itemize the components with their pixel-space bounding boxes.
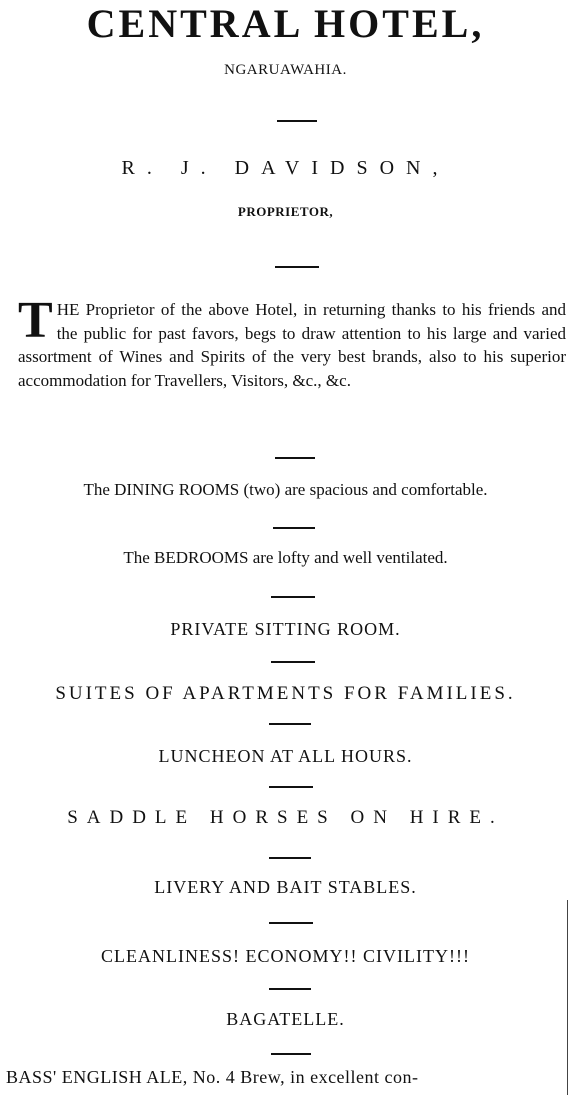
motto-line: CLEANLINESS! ECONOMY!! CIVILITY!!! [101, 946, 470, 966]
divider-rule [271, 661, 315, 663]
divider-rule [269, 723, 311, 725]
suites-line: SUITES OF APARTMENTS FOR FAMILIES. [55, 683, 516, 704]
divider-rule [271, 1053, 311, 1055]
hotel-location: NGARUAWAHIA. [224, 62, 347, 78]
drop-cap: T [18, 292, 53, 349]
column-rule [567, 900, 568, 1095]
saddle-horses-line: SADDLE HORSES ON HIRE. [67, 807, 504, 828]
bagatelle-line: BAGATELLE. [226, 1009, 345, 1029]
divider-rule [271, 596, 315, 598]
divider-rule [273, 527, 315, 529]
sitting-room-line: PRIVATE SITTING ROOM. [170, 619, 401, 639]
divider-rule [275, 457, 315, 459]
intro-text: HE Proprietor of the above Hotel, in returning thanks to his friends and the public for past favors, begs to draw attention to his large and varied assortment of Wines and Spirits of the very best brands, also to his superior accommodation for Travellers, Visitors, &c., &c. [18, 300, 566, 390]
intro-paragraph [18, 292, 566, 392]
divider-rule [269, 922, 313, 924]
luncheon-line: LUNCHEON AT ALL HOURS. [158, 746, 413, 766]
proprietor-name: R. J. DAVIDSON, [121, 157, 450, 179]
dining-rooms-line: The DINING ROOMS (two) are spacious and comfortable. [83, 480, 488, 499]
proprietor-label: PROPRIETOR, [237, 204, 334, 219]
livery-stables-line: LIVERY AND BAIT STABLES. [154, 877, 417, 897]
divider-rule [275, 266, 319, 268]
divider-rule [269, 786, 313, 788]
hotel-title: CENTRAL HOTEL, [86, 1, 485, 46]
divider-rule [269, 988, 311, 990]
bedrooms-line: The BEDROOMS are lofty and well ventilated. [123, 548, 448, 567]
divider-rule [277, 120, 317, 122]
divider-rule [269, 857, 311, 859]
bass-ale-line: BASS' ENGLISH ALE, No. 4 Brew, in excellent con- [6, 1067, 419, 1087]
